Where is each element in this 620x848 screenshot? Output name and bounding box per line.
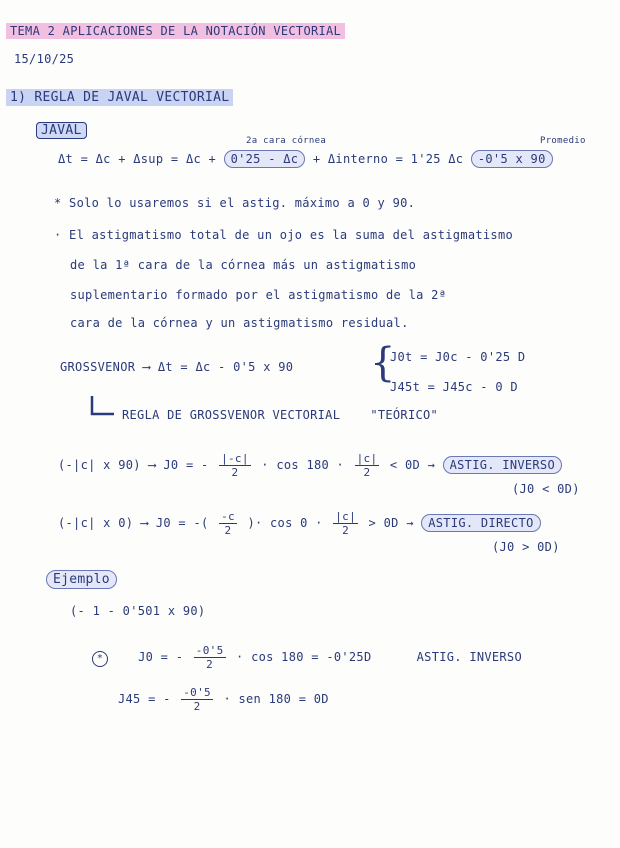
page-title: TEMA 2 APLICACIONES DE LA NOTACIÓN VECTORIAL: [6, 24, 345, 38]
javal-equation: Δt = Δc + Δsup = Δc + 0'25 - Δc + Δinterno = 1'25 Δc -0'5 x 90: [58, 152, 553, 166]
case-direct-note: (J0 > 0D): [492, 540, 560, 554]
arrow-right-icon: ⟶: [148, 458, 156, 472]
grosvenor-rule: REGLA DE GROSSVENOR VECTORIAL "TEÓRICO": [122, 408, 439, 422]
arrow-right-icon: →: [406, 516, 414, 530]
fraction: $\frac{-0'5}{2}$: [183, 686, 211, 713]
case-inverse-note: (J0 < 0D): [512, 482, 580, 496]
corner-arrow-icon: [88, 394, 118, 420]
bullet-note: * Solo lo usaremos si el astig. máximo a 0 y 90.: [54, 196, 416, 210]
example-j45: J45 = - $\frac{-0'5}{2}$ · sen 180 = 0D: [118, 686, 329, 713]
section-title: 1) REGLA DE JAVAL VECTORIAL: [6, 90, 233, 105]
grosvenor-equation: GROSSVENOR ⟶ Δt = Δc - 0'5 x 90: [60, 360, 294, 374]
fraction: $\frac{|c|}{2}$: [335, 510, 357, 537]
fraction: $\frac{-0'5}{2}$: [195, 644, 224, 671]
note-cornea: 2a cara córnea: [246, 136, 327, 146]
arrow-right-icon: ⟶: [140, 516, 149, 530]
system-line-1: J0t = J0c - 0'25 D: [390, 350, 526, 364]
definition-line-3: suplementario formado por el astigmatismo de la 2ª: [70, 288, 447, 302]
asterisk-icon: *: [92, 651, 108, 667]
example-given: (- 1 - 0'501 x 90): [70, 604, 206, 618]
example-label: Ejemplo: [46, 572, 117, 587]
brace-icon: {: [370, 340, 396, 386]
example-j0: * J0 = - $\frac{-0'5}{2}$ · cos 180 = -0'25D ASTIG. INVERSO: [92, 644, 522, 671]
fraction: $\frac{-c}{2}$: [221, 510, 235, 537]
definition-line-2: de la 1ª cara de la córnea más un astigmatismo: [70, 258, 417, 272]
arrow-right-icon: ⟶: [142, 360, 151, 374]
note-promedio: Promedio: [540, 136, 586, 146]
arrow-right-icon: →: [427, 458, 436, 472]
definition-line-1: · El astigmatismo total de un ojo es la suma del astigmatismo: [54, 228, 514, 242]
javal-label: JAVAL: [36, 123, 87, 138]
definition-line-4: cara de la córnea y un astigmatismo residual.: [70, 316, 409, 330]
case-inverse: (-|c| x 90) ⟶ J0 = - $\frac{|-c|}{2}$ · cos 180 · $\frac{|c|}{2}$ < 0D → ASTIG. INVERSO: [58, 452, 562, 479]
fraction: $\frac{|-c|}{2}$: [221, 452, 249, 479]
date-label: 15/10/25: [14, 52, 75, 66]
fraction: $\frac{|c|}{2}$: [356, 452, 378, 479]
system-line-2: J45t = J45c - 0 D: [390, 380, 518, 394]
case-direct: (-|c| x 0) ⟶ J0 = -( $\frac{-c}{2}$ )· cos 0 · $\frac{|c|}{2}$ > 0D → ASTIG. DIRECTO: [58, 510, 541, 537]
